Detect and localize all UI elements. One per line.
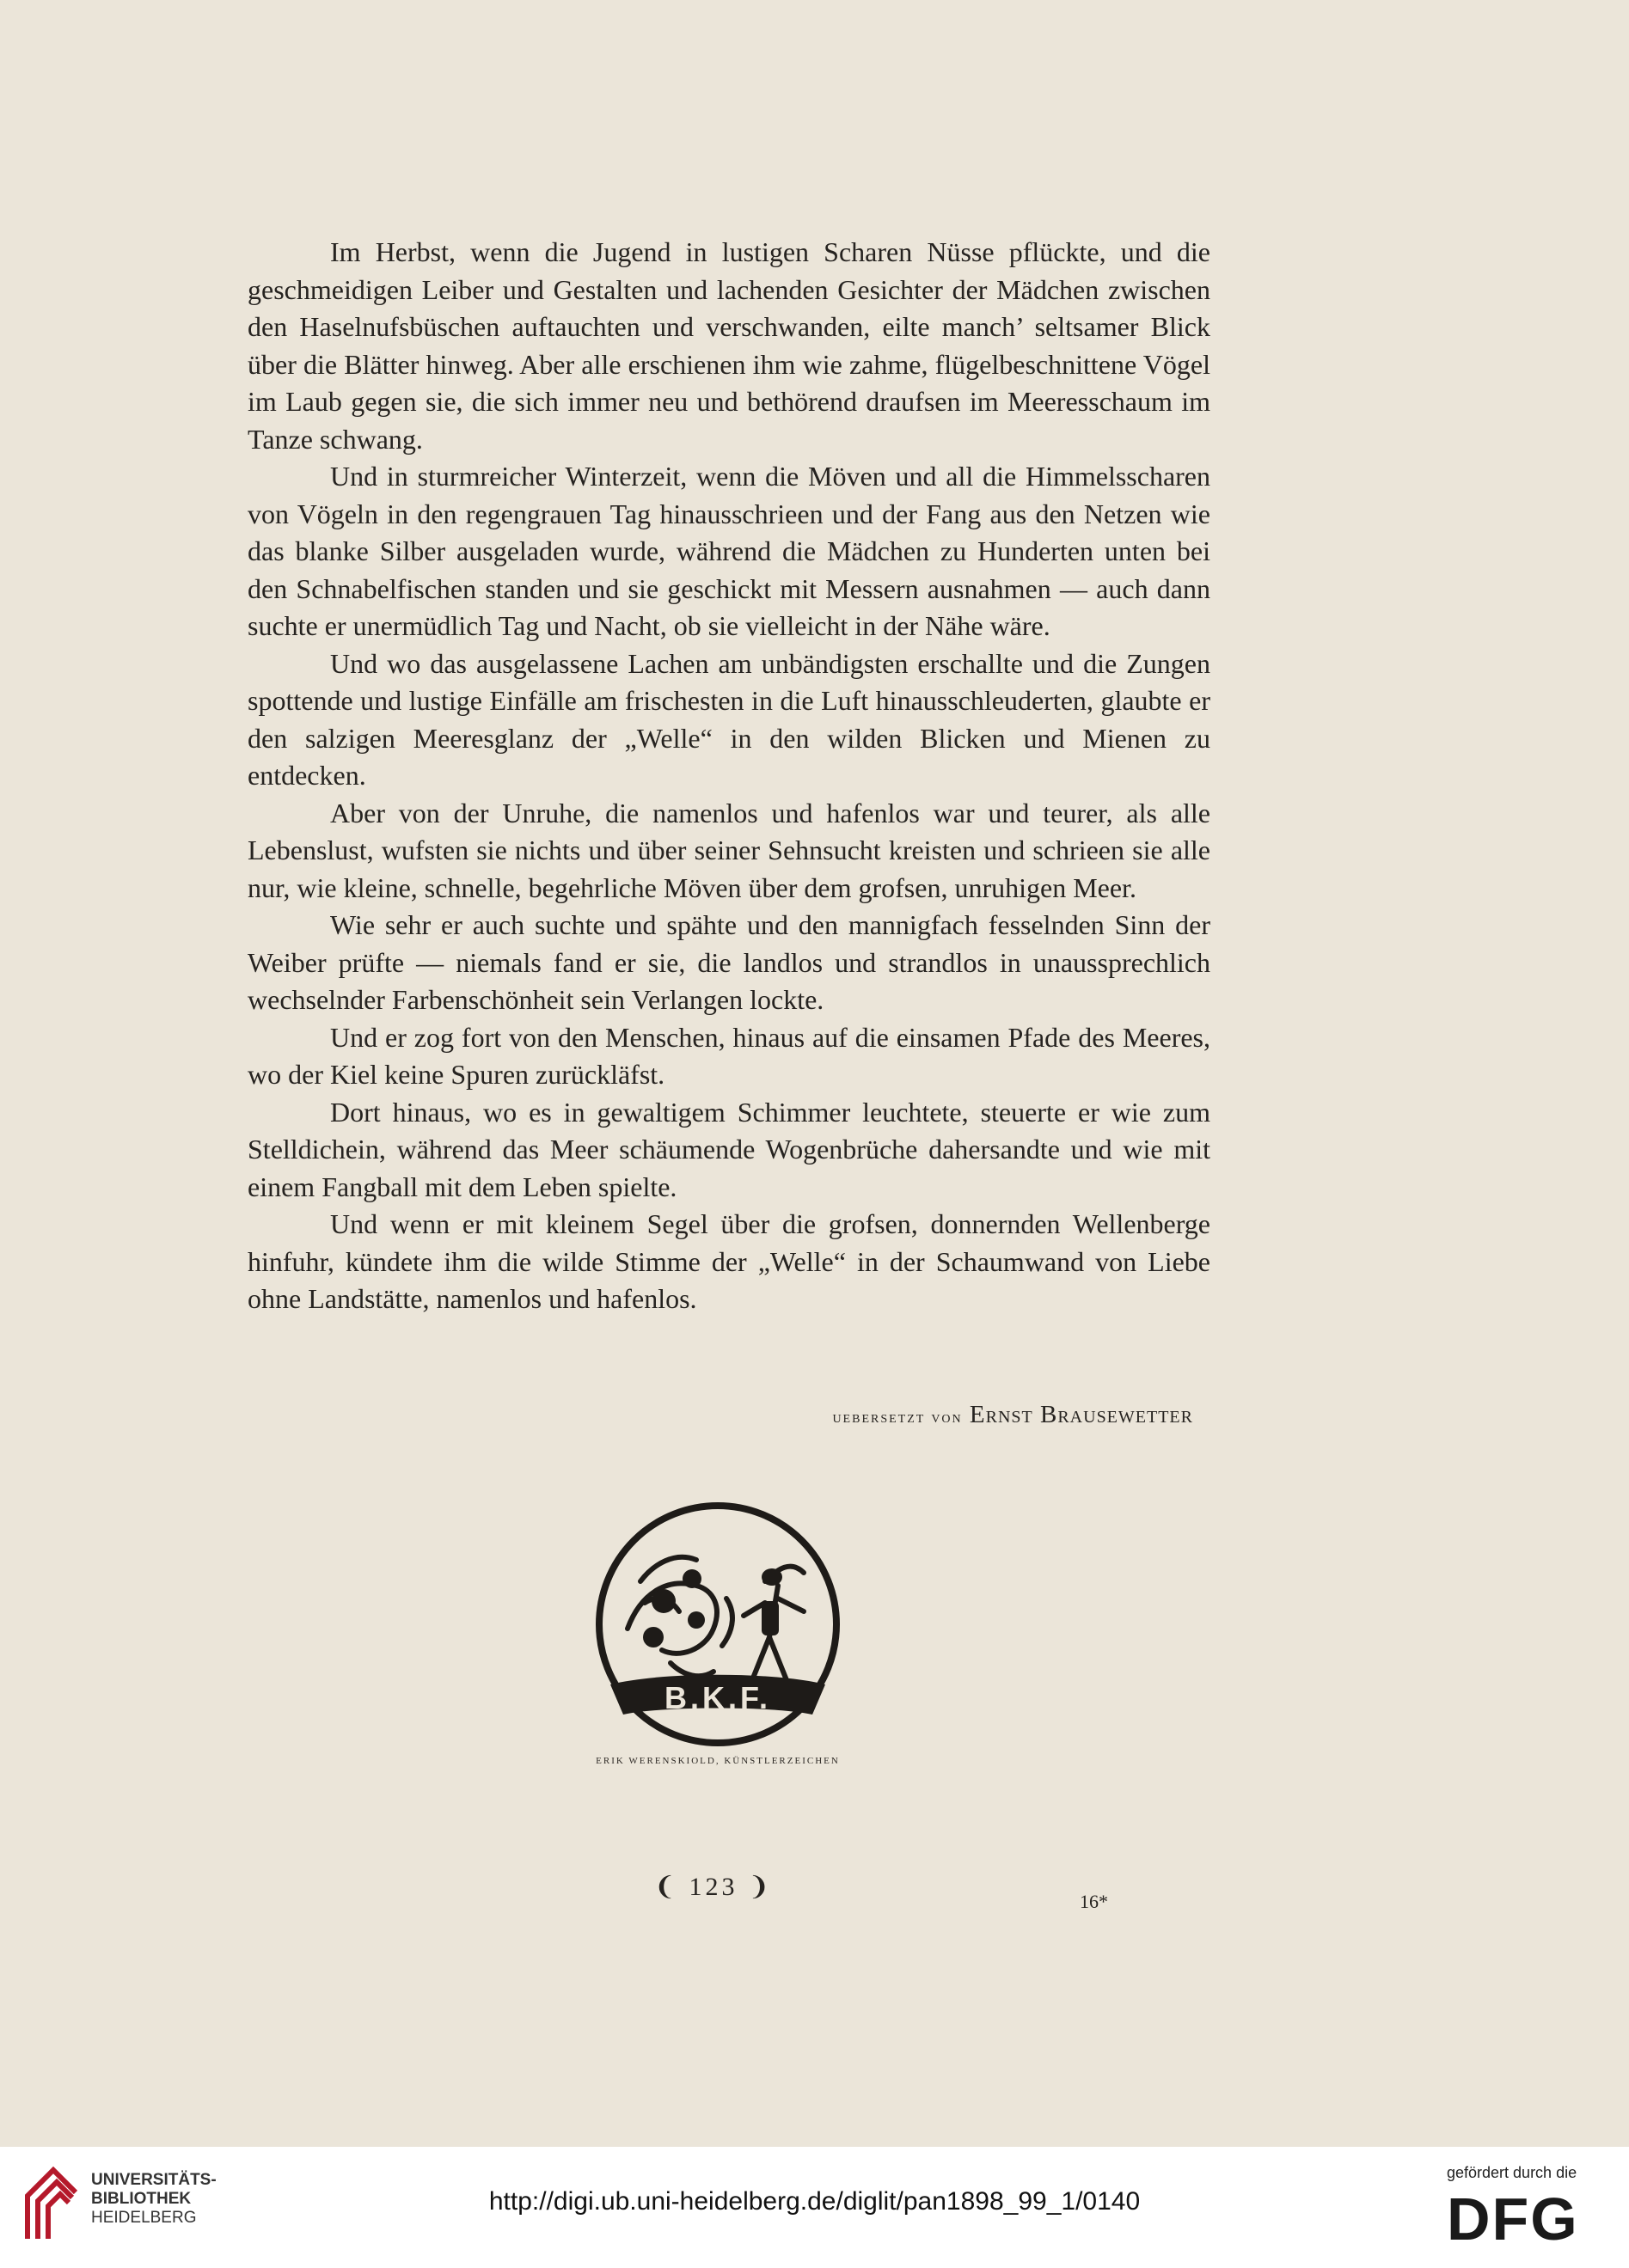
signature-mark: 16*: [1080, 1891, 1108, 1912]
paragraph: Im Herbst, wenn die Jugend in lustigen Scharen Nüsse pflückte, und die geschmeidigen Leiber und Gestalten und lachenden Gesichter der Mädchen zwischen den Haselnufsbüschen auftauchten und verschwanden, eilte manch’ seltsamer Blick über die Blätter hinweg. Aber alle erschienen ihm wie zahme, flügelbeschnittene Vögel im Laub gegen sie, die sich immer neu und bethörend draufsen im Meeresschaum im Tanze schwang.: [248, 236, 1210, 455]
paragraph: Und wo das ausgelassene Lachen am unbändigsten erschallte und die Zungen spottende und lustige Einfälle am frischesten in die Luft hinausschleuderten, glaubte er den salzigen Meeresglanz der „Welle“ in den wilden Blicken und Mienen zu entdecken.: [248, 647, 1210, 791]
library-name-line: BIBLIOTHEK: [91, 2190, 192, 2208]
paragraph: Und in sturmreicher Winterzeit, wenn die Möven und all die Himmelsscharen von Vögeln in den regengrauen Tag hinausschrieen und der Fang aus den Netzen wie das blanke Silber ausgeladen wurde, während die Mädchen zu Hunderten unten bei den Schnabelfischen standen und sie geschickt mit Messern ausnahmen — auch dann suchte er unermüdlich Tag und Nacht, ob sie vielleicht in der Nähe wäre.: [248, 461, 1210, 641]
body-text: [248, 234, 1210, 1318]
funded-by-label: gefördert durch die: [1447, 2164, 1577, 2181]
credit-prefix: uebersetzt von: [832, 1408, 963, 1427]
paragraph: Dort hinaus, wo es in gewaltigem Schimmer leuchtete, steuerte er wie zum Stelldichein, während das Meer schäumende Wogenbrüche dahersandte und wie mit einem Fangball mit dem Leben spielte.: [248, 1096, 1210, 1202]
artist-mark-emblem: [593, 1500, 842, 1749]
credit-author: Ernst Brausewetter: [969, 1401, 1193, 1428]
document-url-link[interactable]: http://digi.ub.uni-heidelberg.de/diglit/pan1898_99_1/0140: [488, 2187, 1141, 2216]
paragraph: Wie sehr er auch suchte und spähte und den mannigfach fesselnden Sinn der Weiber prüfte — niemals fand er sie, die landlos und strandlos in unaussprechlich wechselnder Farbenschönheit sein Verlangen lockte.: [248, 909, 1210, 1015]
library-name-line: HEIDELBERG: [91, 2209, 197, 2227]
paragraph: Aber von der Unruhe, die namenlos und hafenlos war und teurer, als alle Lebenslust, wufsten sie nichts und über seiner Sehnsucht kreisten und schrieen sie alle nur, wie kleine, schnelle, begehrliche Möven über dem grofsen, unruhigen Meer.: [248, 797, 1210, 903]
emblem-caption: ERIK WERENSKIOLD, KÜNSTLERZEICHEN: [596, 1756, 840, 1766]
dfg-logo-icon[interactable]: [1447, 2190, 1610, 2245]
emblem-monogram: B.K.F.: [664, 1680, 772, 1715]
translator-credit: [832, 1401, 1193, 1429]
paragraph: Und wenn er mit kleinem Segel über die grofsen, donnernden Wellenberge hinfuhr, kündete ihm die wilde Stimme der „Welle“ in der Schaumwand von Liebe ohne Landstätte, namenlos und hafenlos.: [248, 1208, 1210, 1314]
page-number: ❨ 123 ❩: [653, 1873, 774, 1901]
library-name-line: UNIVERSITÄTS-: [91, 2171, 217, 2189]
dfg-logo-text: DFG: [1447, 2190, 1579, 2245]
paragraph: Und er zog fort von den Menschen, hinaus auf die einsamen Pfade des Meeres, wo der Kiel keine Spuren zurückläfst.: [248, 1021, 1210, 1090]
